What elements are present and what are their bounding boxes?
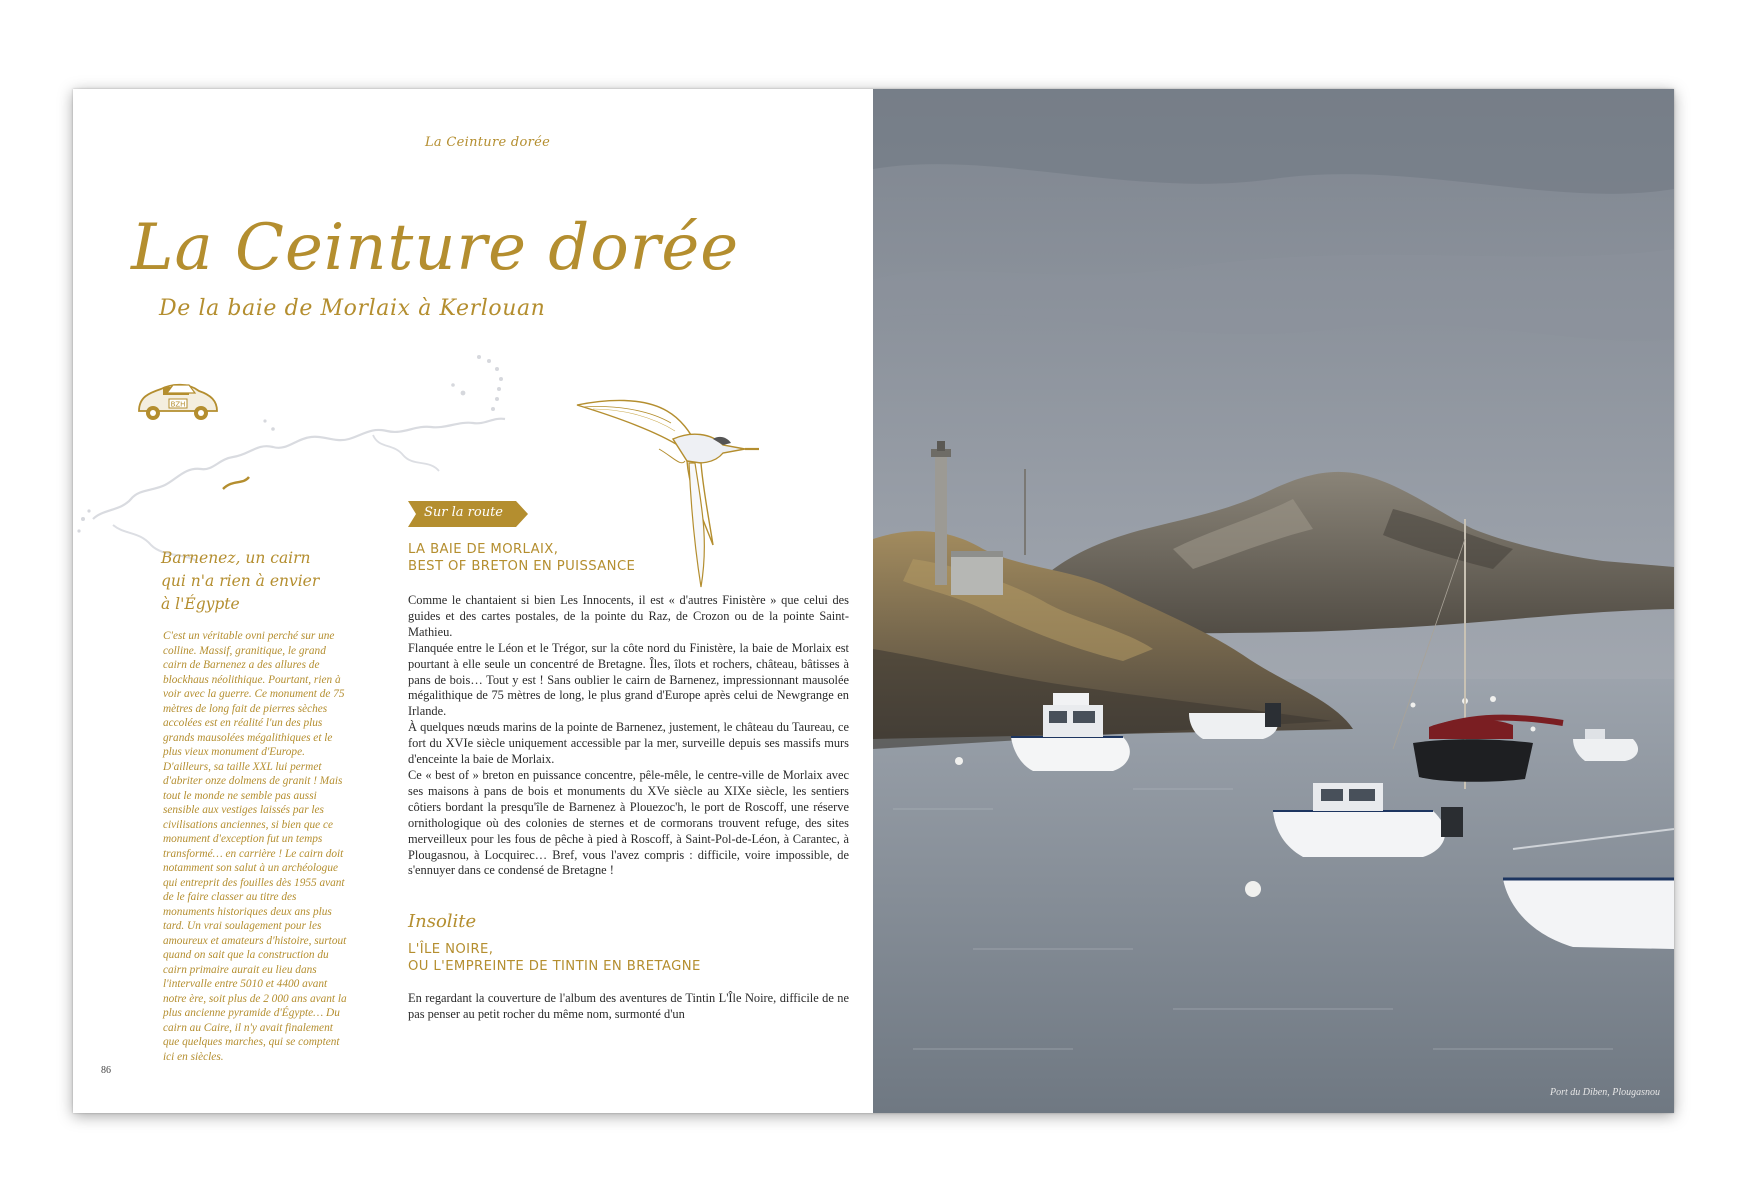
article-paragraph: En regardant la couverture de l'album des aventures de Tintin L'Île Noire, difficile de ne pas penser au petit rocher du même nom, surmonté d'un: [408, 991, 849, 1021]
sidebar-body: C'est un véritable ovni perché sur une colline. Massif, granitique, le grand cairn de Barnenez a des allures de blockhaus néolithique. Pourtant, rien à voir avec la guerre. Ce monument de 75 mètres de long fait de pierres sèches accolées est en réalité l'un des plus grands mausolées mégalithiques et le plus vieux monument d'Europe. D'ailleurs, sa taille XXL lui permet d'abriter onze dolmens de granit ! Mais tout le monde ne semble pas aussi sensible aux vestiges laissés par les civilisations anciennes, si bien que ce monument d'exception fut un temps transformé… en carrière ! Le cairn doit notamment son salut à un archéologue qui entreprit des fouilles dès 1955 avant de le faire classer au titre des monuments historiques deux ans plus tard. Un vrai soulagement pour les amoureux et amateurs d'histoire, surtout quand on sait que la construction du cairn primaire aurait eu lieu dans l'intervalle entre 5010 et 4400 avant notre ère, soit plus de 2 000 ans avant la plus ancienne pyramide d'Égypte… Du cairn au Caire, il n'y avait finalement que quelques marches, qui se comptent ici en siècles.: [163, 630, 347, 1063]
article-paragraph: Flanquée entre le Léon et le Trégor, sur la côte nord du Finistère, la baie de Morlaix est pourtant à elle seule un concentré de Bretagne. Îles, îlots et rochers, château, bâtisses à pans de bois… Tout y est ! Sans oublier le cairn de Barnenez, impressionnant mausolée mégalithique de 75 mètres de long, le plus grand d'Europe après celui de Newgrange en Irlande.: [408, 640, 849, 719]
page-number: 86: [101, 1065, 111, 1076]
article-paragraph: À quelques nœuds marins de la pointe de Barnenez, justement, le château du Taureau, ce fort du XVIe siècle uniquement accessible par la mer, surveille depuis ses massifs murs d'enceinte la baie de Morlaix.: [408, 720, 849, 767]
photo-caption: Port du Diben, Plougasnou: [1550, 1087, 1660, 1098]
article-body: [408, 593, 849, 879]
right-page-photo: [873, 89, 1674, 1113]
article-heading-line: OU L'EMPREINTE DE TINTIN EN BRETAGNE: [408, 959, 701, 974]
article-heading-2: [408, 941, 828, 975]
page-title: La Ceinture dorée: [131, 211, 740, 285]
article-heading-line: BEST OF BRETON EN PUISSANCE: [408, 559, 636, 574]
article-paragraph: Ce « best of » breton en puissance concentre, pêle-mêle, le centre-ville de Morlaix avec ses maisons à pans de bois et monuments du XVe siècle au XIXe siècle, les sentiers côtiers bordant la presqu'île de Barnenez à Plouezoc'h, le port de Roscoff, une réserve ornithologique où des colonies de sternes et de cormorans trouvent refuge, des sites merveilleux pour les fous de pêche à pied à Roscoff, à Saint-Pol-de-Léon, à Carantec, à Plougasnou, à Locquirec… Bref, vous l'avez compris : difficile, voire impossible, de s'ennuyer dans ce condensé de Bretagne !: [408, 767, 849, 878]
sidebar-heading: [161, 547, 351, 616]
car-illustration: [133, 377, 223, 425]
sidebar-heading-line: à l'Égypte: [161, 595, 240, 613]
car-plate: BZH: [170, 400, 186, 409]
article-paragraph: Comme le chantaient si bien Les Innocents, il est « d'autres Finistère » que celui des guides et des cartes postales, de la pointe du Raz, de Crozon ou de la pointe Saint-Mathieu.: [408, 593, 849, 639]
harbor-photo: [873, 89, 1674, 1113]
article-body-2: [408, 991, 849, 1023]
sidebar-heading-line: Barnenez, un cairn: [161, 549, 311, 567]
section-badge: [408, 501, 528, 527]
article-heading: [408, 541, 828, 575]
article-heading-line: LA BAIE DE MORLAIX,: [408, 542, 559, 557]
running-head: La Ceinture dorée: [425, 135, 551, 150]
left-page: [73, 89, 873, 1113]
article-heading-line: L'ÎLE NOIRE,: [408, 942, 494, 957]
section-badge-label: Sur la route: [424, 505, 503, 520]
sidebar-heading-line: qui n'a rien à envier: [161, 572, 320, 590]
coastline-map-illustration: [73, 339, 533, 569]
insolite-label: Insolite: [408, 911, 477, 932]
page-subtitle: De la baie de Morlaix à Kerlouan: [159, 296, 546, 321]
